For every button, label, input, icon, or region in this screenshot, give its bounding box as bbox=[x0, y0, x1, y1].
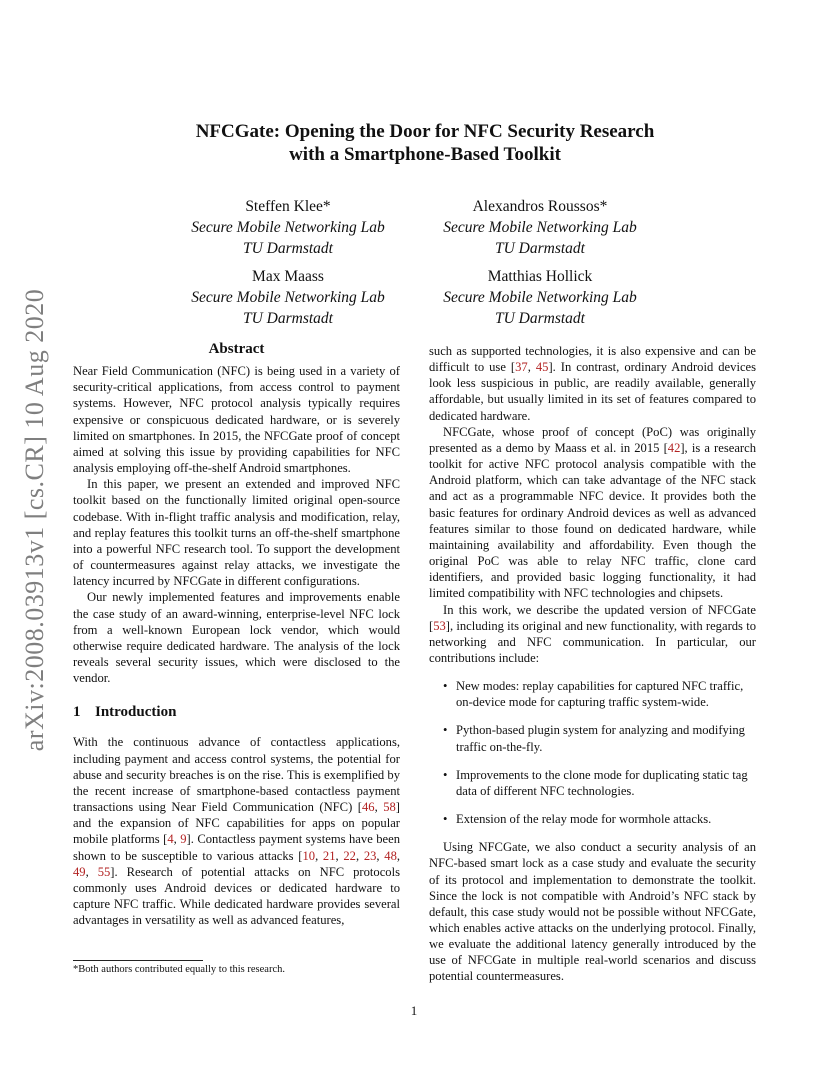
contributions-list bbox=[429, 678, 756, 827]
citation-link[interactable]: 4 bbox=[167, 832, 174, 847]
author-affiliation: Secure Mobile Networking Lab bbox=[191, 219, 385, 236]
title-line-2: with a Smartphone-Based Toolkit bbox=[289, 144, 561, 165]
citation-link[interactable]: 48 bbox=[384, 848, 397, 863]
right-paragraph-3: In this work, we describe the updated version of NFCGate [53], including its original and new functionality, with regards to networking and NFC communication. In particular, our contributions include: bbox=[429, 602, 756, 665]
abstract-heading: Abstract bbox=[208, 341, 265, 357]
citation-link[interactable]: 22 bbox=[343, 848, 356, 863]
author-affiliation: Secure Mobile Networking Lab bbox=[443, 219, 637, 236]
citation-link[interactable]: 42 bbox=[667, 440, 681, 455]
introduction-heading bbox=[73, 704, 400, 720]
author-name: Matthias Hollick bbox=[487, 268, 593, 285]
author-institution: TU Darmstadt bbox=[494, 240, 585, 257]
author-block-1 bbox=[158, 196, 418, 259]
author-block-4 bbox=[410, 266, 670, 329]
citation-link[interactable]: 37 bbox=[515, 360, 528, 375]
paper-title bbox=[110, 120, 740, 166]
page-number: 1 bbox=[410, 1003, 418, 1018]
citation-link[interactable]: 49 bbox=[73, 864, 86, 879]
abstract-paragraph-2: In this paper, we present an extended and improved NFC toolkit based on the functionally limited original open-source codebase. With in-flight traffic analysis and modification, relay, and replay features this toolkit turns an off-the-shelf smartphone into a powerful NFC research tool. To support the development of countermeasures against relay attacks, we investigate the latency incurred by NFCGate in different configurations. bbox=[73, 477, 400, 589]
section-title: Introduction bbox=[95, 704, 177, 721]
author-institution: TU Darmstadt bbox=[242, 240, 333, 257]
abstract-paragraph-3: Our newly implemented features and improvements enable the case study of an award-winning, enterprise-level NFC lock from a well-known European lock vendor, which would otherwise require dedicated hardware. The analysis of the lock reveals several security issues, which were disclosed to the vendor. bbox=[73, 590, 400, 686]
author-affiliation: Secure Mobile Networking Lab bbox=[191, 289, 385, 306]
citation-link[interactable]: 55 bbox=[97, 864, 111, 879]
list-item: • New modes: replay capabilities for captured NFC traffic, on-device mode for capturing traffic system-wide. bbox=[429, 678, 756, 710]
citation-link[interactable]: 10 bbox=[302, 848, 316, 863]
author-block-2 bbox=[410, 196, 670, 259]
author-block-3 bbox=[158, 266, 418, 329]
citation-link[interactable]: 9 bbox=[180, 832, 187, 847]
title-line-1: NFCGate: Opening the Door for NFC Security Research bbox=[195, 121, 655, 142]
section-number: 1 bbox=[73, 704, 81, 721]
footnote: *Both authors contributed equally to this research. bbox=[73, 964, 285, 975]
author-affiliation: Secure Mobile Networking Lab bbox=[443, 289, 637, 306]
citation-link[interactable]: 58 bbox=[383, 800, 396, 815]
citation-link[interactable]: 21 bbox=[322, 848, 336, 863]
list-item: • Extension of the relay mode for wormhole attacks. bbox=[429, 811, 756, 827]
author-name: Steffen Klee* bbox=[245, 198, 331, 215]
author-institution: TU Darmstadt bbox=[494, 310, 585, 327]
intro-paragraph-1: With the continuous advance of contactless applications, including payment and access control systems, the potential for abuse and security breaches is on the rise. This is exemplified by the recent increase of smartphone-based contactless payment transactions using Near Field Communication (NFC) [46, 58] and the expansion of NFC capabilities for apps on popular mobile platforms [4, 9]. Contactless payment systems have been shown to be susceptible to various attacks [10, 21, 22, 23, 48, 49, 55]. Research of potential attacks on NFC protocols commonly uses Android devices or dedicated hardware to capture NFC traffic. While dedicated hardware provides several advantages in versatility as well as advanced features, bbox=[73, 735, 401, 928]
citation-link[interactable]: 23 bbox=[363, 848, 377, 863]
right-paragraph-2: NFCGate, whose proof of concept (PoC) was originally presented as a demo by Maass et al. in 2015 [42], is a research toolkit for active NFC protocol analysis compatible with the Android platform, which can take advantage of the NFC stack and act as a programmable NFC device. It provides both the basic features for ordinary Android devices as well as advanced features similar to those found on dedicated hardware, while maintaining availability and affordability. Even though the original PoC was able to relay NFC traffic, clone card identifiers, and provided basic logging functionality, it had limited compatibility with NFC technologies and chipsets. bbox=[429, 424, 756, 601]
author-institution: TU Darmstadt bbox=[242, 310, 333, 327]
right-paragraph-1: such as supported technologies, it is also expensive and can be difficult to use [37, 45]. In contrast, ordinary Android devices look less suspicious in public, are readily available, generally affordable, but usually limited in its set of features compared to dedicated hardware. bbox=[429, 344, 757, 423]
author-name: Alexandros Roussos* bbox=[472, 198, 608, 215]
arxiv-stamp bbox=[18, 280, 52, 760]
citation-link[interactable]: 53 bbox=[433, 618, 446, 633]
footnote-rule bbox=[73, 960, 203, 961]
abstract-paragraph-1: Near Field Communication (NFC) is being used in a variety of security-critical applications, from access control to payment systems. However, NFC protocol analysis typically requires expensive or conspicuous dedicated hardware, or is severely limited on smartphones. In 2015, the NFCGate proof of concept aimed at solving this issue by providing capabilities for NFC analysis employing off-the-shelf Android smartphones. bbox=[73, 364, 400, 476]
right-paragraph-4: Using NFCGate, we also conduct a security analysis of an NFC-based smart lock as a case study and evaluate the security of its protocol and implementation to demonstrate the toolkit. Since the lock is not compatible with Android’s NFC stack by default, this case study would not be possible without NFCGate, which enables active attacks on the underlying protocol. Finally, we evaluate the additional latency generally introduced by the use of NFCGate in multiple real-world scenarios and discuss potential countermeasures. bbox=[429, 840, 756, 984]
left-column bbox=[73, 341, 400, 928]
author-name: Max Maass bbox=[252, 268, 324, 285]
arxiv-identifier: arXiv:2008.03913v1 [cs.CR] 10 Aug 2020 bbox=[20, 288, 49, 752]
citation-link[interactable]: 46 bbox=[361, 800, 375, 815]
list-item: • Python-based plugin system for analyzing and modifying traffic on-the-fly. bbox=[429, 722, 756, 754]
list-item: • Improvements to the clone mode for duplicating static tag data of different NFC technologies. bbox=[429, 767, 756, 799]
citation-link[interactable]: 45 bbox=[535, 360, 549, 375]
right-column bbox=[429, 343, 756, 985]
